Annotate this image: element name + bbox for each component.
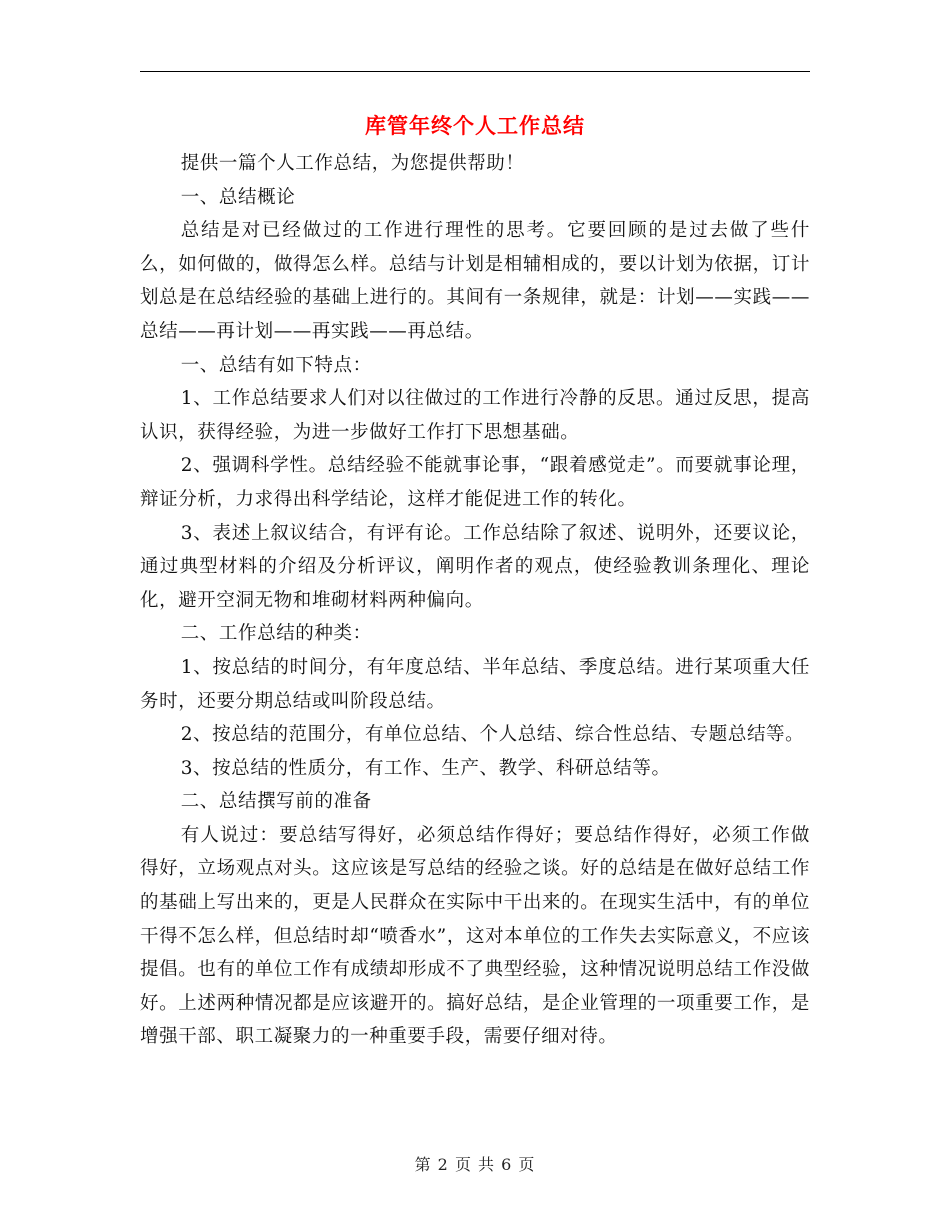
section-heading: 二、工作总结的种类：	[180, 623, 372, 645]
page-footer: 第 2 页 共 6 页	[414, 1155, 536, 1174]
list-item: 3、表述上叙议结合，有评有论。工作总结除了叙述、说明外，还要议论，通过典型材料的介绍及分析评议，阐明作者的观点，使经验教训条理化、理论化，避开空洞无物和堆砌材料两种偏向。	[140, 522, 810, 611]
section-heading: 一、总结概论	[180, 186, 296, 208]
list-item: 1、按总结的时间分，有年度总结、半年总结、季度总结。进行某项重大任务时，还要分期总结或叫阶段总结。	[140, 656, 810, 712]
document-title: 库管年终个人工作总结	[365, 113, 585, 138]
list-item: 1、工作总结要求人们对以往做过的工作进行冷静的反思。通过反思，提高认识，获得经验，为进一步做好工作打下思想基础。	[140, 388, 810, 443]
document-body	[140, 147, 810, 1054]
list-item: 3、按总结的性质分，有工作、生产、教学、科研总结等。	[180, 757, 671, 779]
intro-paragraph: 提供一篇个人工作总结，为您提供帮助！	[180, 153, 525, 174]
section-heading: 一、总结有如下特点：	[180, 354, 372, 376]
header-rule	[140, 71, 810, 72]
body-paragraph: 有人说过：要总结写得好，必须总结作得好；要总结作得好，必须工作做得好，立场观点对头。这应该是写总结的经验之谈。好的总结是在做好总结工作的基础上写出来的，更是人民群众在实际中干出来的。在现实生活中，有的单位干得不怎么样，但总结时却“喷香水”，这对本单位的工作失去实际意义，不应该提倡。也有的单位工作有成绩却形成不了典型经验，这种情况说明总结工作没做好。上述两种情况都是应该避开的。搞好总结，是企业管理的一项重要工作，是增强干部、职工凝聚力的一种重要手段，需要仔细对待。	[140, 824, 810, 1048]
list-item: 2、强调科学性。总结经验不能就事论事，“跟着感觉走”。而要就事论理，辩证分析，力求得出科学结论，这样才能促进工作的转化。	[140, 455, 810, 510]
list-item: 2、按总结的范围分，有单位总结、个人总结、综合性总结、专题总结等。	[180, 724, 805, 746]
section-heading: 二、总结撰写前的准备	[180, 791, 372, 813]
body-paragraph: 总结是对已经做过的工作进行理性的思考。它要回顾的是过去做了些什么，如何做的，做得怎么样。总结与计划是相辅相成的，要以计划为依据，订计划总是在总结经验的基础上进行的。其间有一条规律，就是：计划——实践——总结——再计划——再实践——再总结。	[140, 220, 810, 342]
